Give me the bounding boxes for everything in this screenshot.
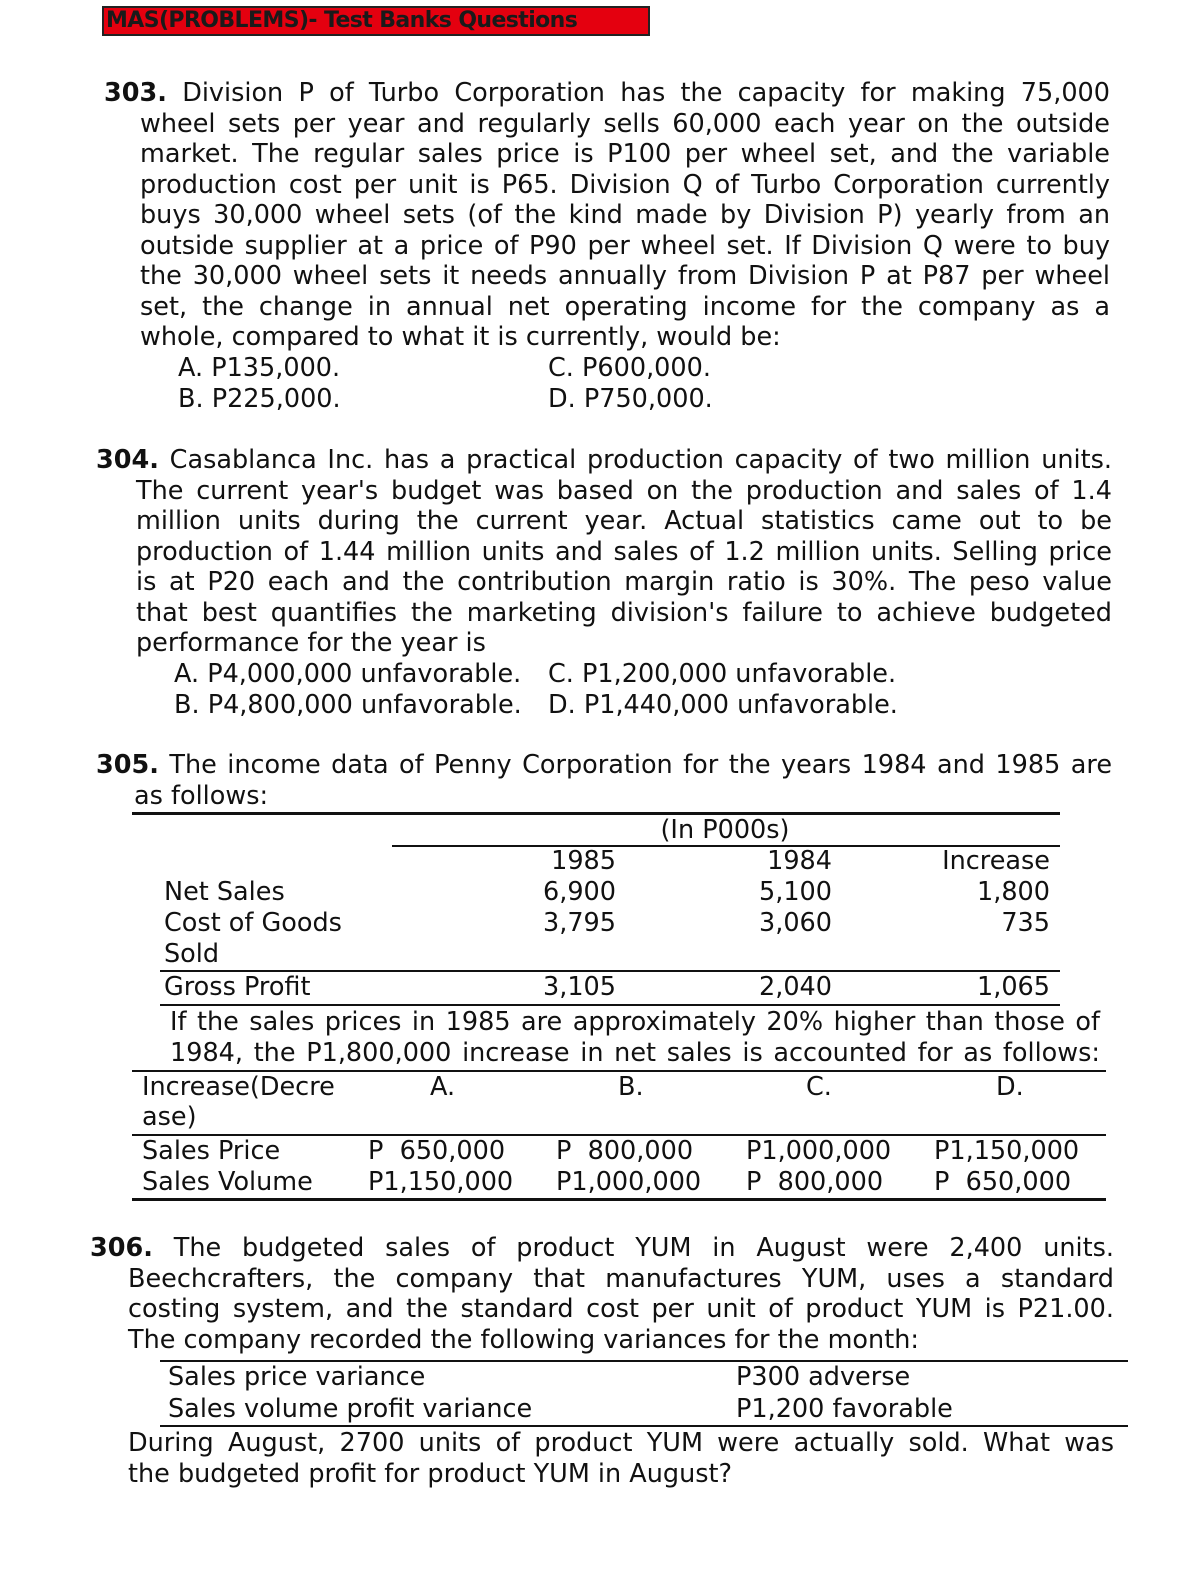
cell-sales-price-b: P 800,000 bbox=[556, 1136, 694, 1166]
row-label-cost-of-goods-cont: Sold bbox=[164, 939, 220, 969]
followup-line: 1984, the P1,800,000 increase in net sales is accounted for as follows: bbox=[170, 1037, 1100, 1068]
question-305-line: as follows: bbox=[134, 780, 269, 811]
option-b: B. P225,000. bbox=[178, 383, 341, 414]
question-305-line: 305. The income data of Penny Corporation for the years 1984 and 1985 are bbox=[96, 750, 1113, 780]
variance-label: Sales price variance bbox=[168, 1362, 426, 1392]
row-label-gross-profit: Gross Profit bbox=[164, 972, 311, 1002]
cell-sales-volume-a: P1,150,000 bbox=[368, 1167, 514, 1197]
question-304 bbox=[96, 445, 1112, 721]
question-306-line: 306. The budgeted sales of product YUM in August were 2,400 units. bbox=[90, 1233, 1114, 1263]
table-rule bbox=[132, 1198, 1106, 1201]
question-303-line: buys 30,000 wheel sets (of the kind made by Division P) yearly from an bbox=[140, 200, 1110, 230]
question-303-line: production cost per unit is P65. Division Q of Turbo Corporation currently bbox=[140, 169, 1110, 200]
question-303-line: whole, compared to what it is currently, would be: bbox=[140, 322, 781, 352]
variance-value: P300 adverse bbox=[736, 1362, 911, 1392]
cell-sales-price-d: P1,150,000 bbox=[934, 1136, 1080, 1166]
question-304-line: is at P20 each and the contribution margin ratio is 30%. The peso value bbox=[136, 567, 1112, 597]
question-number: 303. bbox=[104, 78, 167, 108]
question-306-closing bbox=[128, 1428, 1114, 1489]
question-304-line: performance for the year is bbox=[136, 628, 486, 658]
question-number: 305. bbox=[96, 750, 159, 780]
question-304-line: that best quantifies the marketing division's failure to achieve budgeted bbox=[136, 597, 1112, 628]
question-303-line: wheel sets per year and regularly sells 60,000 each year on the outside bbox=[140, 108, 1110, 139]
question-303 bbox=[104, 78, 1110, 415]
option-c: C. P600,000. bbox=[548, 352, 711, 383]
cell-net-sales-1985: 6,900 bbox=[542, 877, 616, 907]
option-a: A. P4,000,000 unfavorable. bbox=[174, 658, 522, 689]
option-a: A. P135,000. bbox=[178, 352, 341, 383]
column-header-b: B. bbox=[618, 1072, 644, 1102]
closing-line: the budgeted profit for product YUM in August? bbox=[128, 1458, 733, 1489]
followup-line: If the sales prices in 1985 are approximately 20% higher than those of bbox=[170, 1007, 1100, 1037]
question-304-line: 304. Casablanca Inc. has a practical production capacity of two million units. bbox=[96, 445, 1112, 475]
column-header-1984: 1984 bbox=[767, 846, 832, 876]
column-header-1985: 1985 bbox=[551, 846, 616, 876]
variance-label: Sales volume profit variance bbox=[168, 1394, 533, 1424]
question-304-line: The current year's budget was based on the production and sales of 1.4 bbox=[136, 475, 1112, 506]
cell-cogs-1984: 3,060 bbox=[758, 908, 832, 938]
question-304-line: production of 1.44 million units and sales of 1.2 million units. Selling price bbox=[136, 536, 1112, 567]
cell-cogs-1985: 3,795 bbox=[542, 908, 616, 938]
column-header-a: A. bbox=[430, 1072, 456, 1102]
question-304-line: million units during the current year. Actual statistics came out to be bbox=[136, 506, 1112, 536]
option-c: C. P1,200,000 unfavorable. bbox=[548, 658, 897, 689]
row-label-sales-price: Sales Price bbox=[142, 1136, 281, 1166]
question-306-line: The company recorded the following variances for the month: bbox=[128, 1324, 919, 1355]
cell-gross-increase: 1,065 bbox=[976, 972, 1050, 1002]
question-303-line: set, the change in annual net operating income for the company as a bbox=[140, 291, 1110, 322]
option-d: D. P1,440,000 unfavorable. bbox=[548, 689, 898, 720]
option-b: B. P4,800,000 unfavorable. bbox=[174, 689, 522, 720]
closing-line: During August, 2700 units of product YUM were actually sold. What was bbox=[128, 1428, 1114, 1458]
cell-sales-volume-c: P 800,000 bbox=[746, 1167, 884, 1197]
question-306-line: costing system, and the standard cost per unit of product YUM is P21.00. bbox=[128, 1294, 1114, 1324]
question-303-line: outside supplier at a price of P90 per wheel set. If Division Q were to buy bbox=[140, 230, 1110, 261]
table-rule bbox=[132, 812, 1060, 815]
question-305 bbox=[96, 750, 1112, 811]
column-header-c: C. bbox=[806, 1072, 832, 1102]
option-d: D. P750,000. bbox=[548, 383, 713, 414]
cell-net-sales-1984: 5,100 bbox=[758, 877, 832, 907]
question-306 bbox=[90, 1233, 1114, 1355]
row-label-cost-of-goods: Cost of Goods bbox=[164, 908, 342, 938]
cell-net-sales-increase: 1,800 bbox=[976, 877, 1050, 907]
cell-gross-1984: 2,040 bbox=[758, 972, 832, 1002]
answer-table-header-label-cont: ase) bbox=[142, 1102, 197, 1132]
cell-cogs-increase: 735 bbox=[1001, 908, 1050, 938]
question-number: 306. bbox=[90, 1233, 153, 1263]
cell-gross-1985: 3,105 bbox=[542, 972, 616, 1002]
table-rule bbox=[160, 1425, 1128, 1427]
cell-sales-price-a: P 650,000 bbox=[368, 1136, 506, 1166]
row-label-sales-volume: Sales Volume bbox=[142, 1167, 313, 1197]
variance-value: P1,200 favorable bbox=[736, 1394, 953, 1424]
cell-sales-volume-b: P1,000,000 bbox=[556, 1167, 702, 1197]
cell-sales-volume-d: P 650,000 bbox=[934, 1167, 1072, 1197]
question-305-followup bbox=[170, 1007, 1100, 1068]
column-header-d: D. bbox=[996, 1072, 1024, 1102]
question-303-line: the 30,000 wheel sets it needs annually from Division P at P87 per wheel bbox=[140, 261, 1110, 291]
column-header-increase: Increase bbox=[942, 846, 1050, 876]
question-303-line: 303. Division P of Turbo Corporation has the capacity for making 75,000 bbox=[104, 78, 1111, 108]
question-306-line: Beechcrafters, the company that manufactures YUM, uses a standard bbox=[128, 1263, 1114, 1294]
table-rule bbox=[160, 1004, 1060, 1006]
question-303-line: market. The regular sales price is P100 per wheel set, and the variable bbox=[140, 139, 1110, 169]
row-label-net-sales: Net Sales bbox=[164, 877, 285, 907]
cell-sales-price-c: P1,000,000 bbox=[746, 1136, 892, 1166]
answer-table-header-label: Increase(Decre bbox=[142, 1072, 335, 1102]
table-unit-header: (In P000s) bbox=[660, 815, 790, 845]
document-header: MAS(PROBLEMS)- Test Banks Questions bbox=[102, 6, 650, 36]
question-number: 304. bbox=[96, 445, 159, 475]
